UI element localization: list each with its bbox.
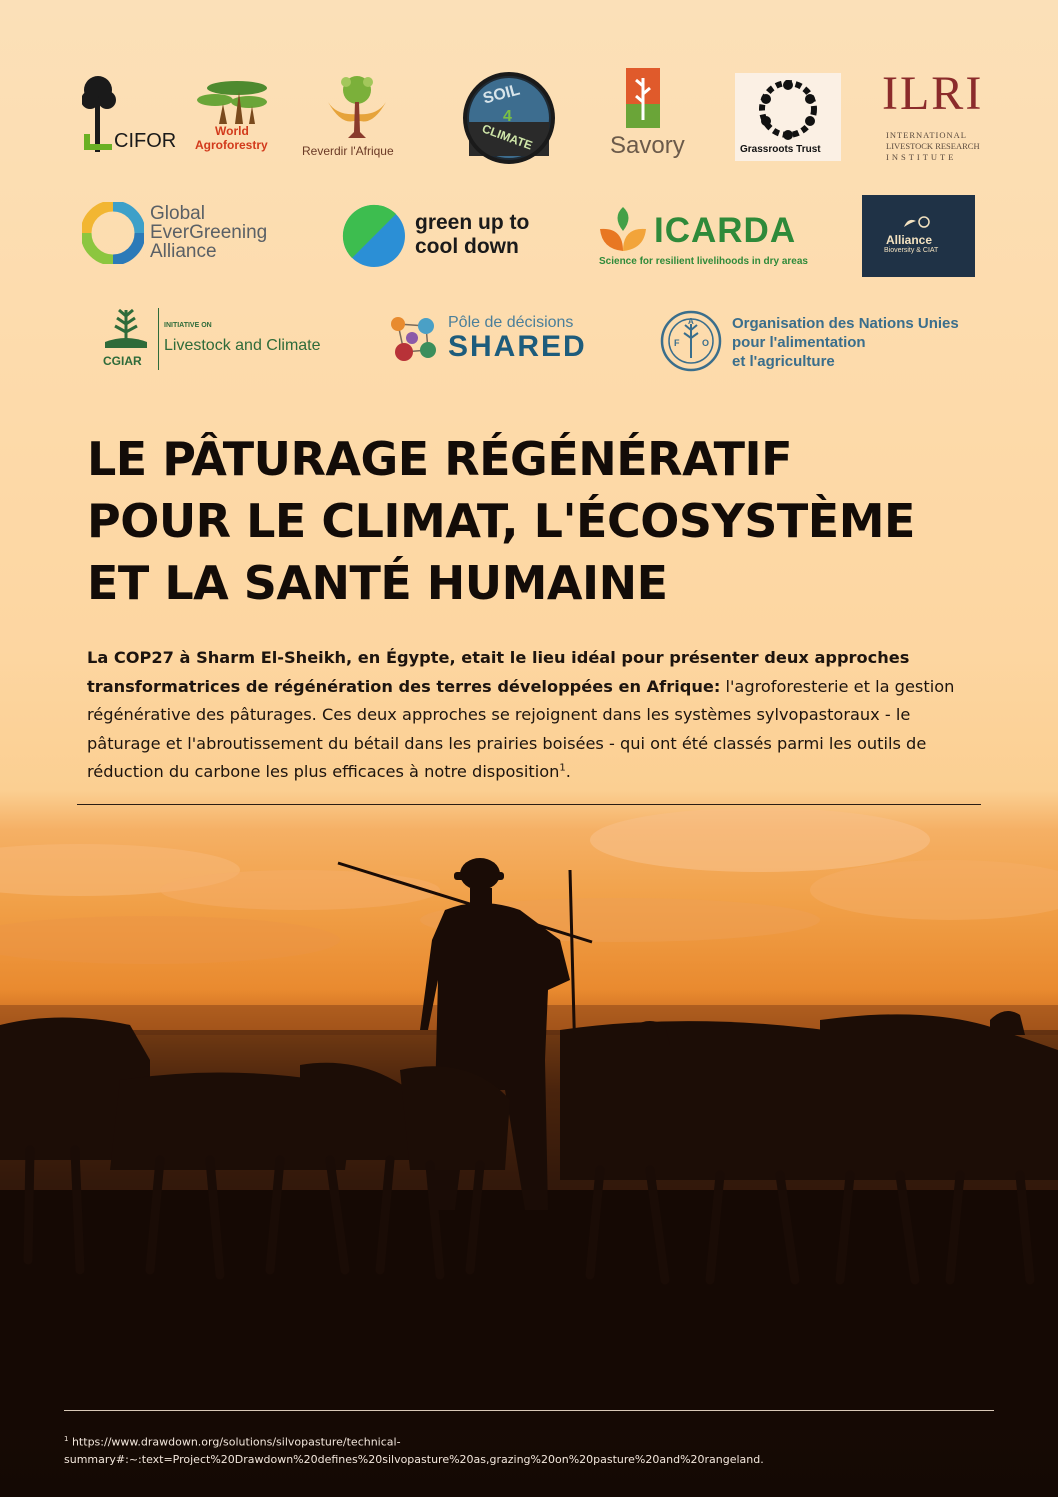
savory-grass-icon bbox=[626, 68, 660, 128]
intro-body: l'agroforesterie et la gestion régénérative des pâturages. Ces deux approches se rejoignent dans les systèmes sylvopastoraux - le pâturage et l'abroutissement du bétail dans les prairies boisées - qui ont été classés parmi les outils de réduction du carbone les plus efficaces à notre disposition bbox=[87, 676, 955, 781]
intro-end: . bbox=[565, 762, 571, 781]
world-agroforestry-label-2: Agroforestry bbox=[195, 138, 268, 152]
ilri-label: ILRI bbox=[882, 67, 984, 120]
shared-network-icon bbox=[384, 310, 440, 366]
cgiar-name-label: Livestock and Climate bbox=[164, 337, 321, 354]
intro-divider bbox=[77, 804, 981, 805]
svg-text:A: A bbox=[688, 317, 694, 326]
savory-logo bbox=[608, 68, 688, 164]
icarda-leaf-icon bbox=[598, 205, 648, 251]
cgiar-label: CGIAR bbox=[103, 354, 142, 368]
icarda-logo bbox=[598, 203, 813, 271]
world-agroforestry-logo bbox=[195, 80, 273, 156]
icarda-tagline: Science for resilient livelihoods in dry areas bbox=[599, 256, 808, 267]
people-circle-icon bbox=[748, 77, 828, 141]
soil4climate-label-3: CLIMATE bbox=[480, 121, 535, 153]
alliance-bioversity-ciat-logo bbox=[862, 195, 975, 277]
gea-label-1: Global bbox=[150, 203, 205, 224]
soil4climate-logo bbox=[463, 72, 555, 164]
herder-cattle-photo bbox=[0, 830, 1058, 1430]
green-up-label-1: green up to bbox=[415, 211, 530, 234]
shared-label-1: Pôle de décisions bbox=[448, 314, 574, 331]
gea-label-3: Alliance bbox=[150, 241, 217, 262]
title-line-3: ET LA SANTÉ HUMAINE bbox=[87, 556, 668, 610]
cifor-label: CIFOR bbox=[114, 130, 177, 152]
title-line-1: LE PÂTURAGE RÉGÉNÉRATIF bbox=[87, 432, 793, 486]
icarda-label: ICARDA bbox=[654, 211, 797, 250]
fao-label-1: Organisation des Nations Unies bbox=[732, 315, 959, 332]
ilri-logo bbox=[880, 67, 984, 166]
reverdir-afrique-label: Reverdir l'Afrique bbox=[302, 144, 394, 158]
intro-bold-lead: La COP27 à Sharm El-Sheikh, en Égypte, etait le lieu idéal pour présenter deux approches transformatrices de régénération des terres développées en Afrique: bbox=[87, 648, 910, 696]
fao-logo bbox=[660, 310, 960, 374]
shared-decision-hub-logo bbox=[384, 310, 614, 368]
acacia-tree-icon bbox=[197, 80, 271, 124]
shared-label-2: SHARED bbox=[448, 330, 587, 363]
fao-emblem-icon bbox=[660, 310, 722, 372]
cgiar-divider bbox=[158, 308, 159, 370]
savory-label: Savory bbox=[610, 132, 685, 159]
hands-tree-icon bbox=[322, 72, 392, 140]
evergreening-ring-icon bbox=[82, 202, 144, 264]
global-evergreening-alliance-logo bbox=[82, 200, 302, 266]
svg-text:F: F bbox=[674, 338, 680, 348]
alliance-leaf-icon bbox=[902, 215, 932, 229]
footnote-link[interactable]: https://www.drawdown.org/solutions/silvopasture/technical-summary#:~:text=Project%20Drawdown%20defines%20silvopasture%20as,grazing%20on%20pasture%20and%20rangeland. bbox=[64, 1435, 764, 1466]
ilri-sub-2: LIVESTOCK RESEARCH bbox=[886, 141, 980, 151]
intro-paragraph bbox=[87, 644, 987, 787]
grassroots-trust-label: Grassroots Trust bbox=[740, 144, 821, 155]
ilri-sub-1: INTERNATIONAL bbox=[886, 130, 967, 140]
fao-label-2: pour l'alimentation bbox=[732, 334, 866, 351]
cgiar-wheat-icon bbox=[101, 306, 151, 350]
footnote-divider bbox=[64, 1410, 994, 1411]
footnote-marker: 1 bbox=[64, 1435, 69, 1443]
document-title bbox=[87, 428, 987, 614]
cgiar-initiative-label: INITIATIVE ON bbox=[164, 322, 212, 329]
grassroots-trust-logo bbox=[735, 73, 841, 161]
green-up-to-cool-down-logo bbox=[342, 204, 547, 268]
footnote bbox=[64, 1431, 994, 1468]
footnote-reference[interactable]: 1 bbox=[559, 762, 566, 774]
alliance-label-1: Alliance bbox=[886, 233, 933, 247]
soil4climate-label-2: 4 bbox=[503, 108, 512, 125]
gea-label-2: EverGreening bbox=[150, 222, 268, 243]
svg-text:O: O bbox=[702, 338, 710, 348]
title-line-2: POUR LE CLIMAT, L'ÉCOSYSTÈME bbox=[87, 494, 915, 548]
world-agroforestry-label-1: World bbox=[215, 124, 249, 138]
green-up-label-2: cool down bbox=[415, 235, 519, 258]
fao-label-3: et l'agriculture bbox=[732, 353, 835, 370]
cifor-logo bbox=[82, 72, 177, 156]
cgiar-livestock-climate-logo bbox=[97, 306, 337, 372]
alliance-label-2: Bioversity & CIAT bbox=[884, 247, 939, 254]
soil4climate-label-1: SOIL bbox=[481, 81, 522, 108]
green-blue-circle-icon bbox=[342, 204, 406, 268]
reverdir-afrique-logo bbox=[300, 72, 418, 162]
ilri-sub-3: INSTITUTE bbox=[886, 152, 957, 162]
